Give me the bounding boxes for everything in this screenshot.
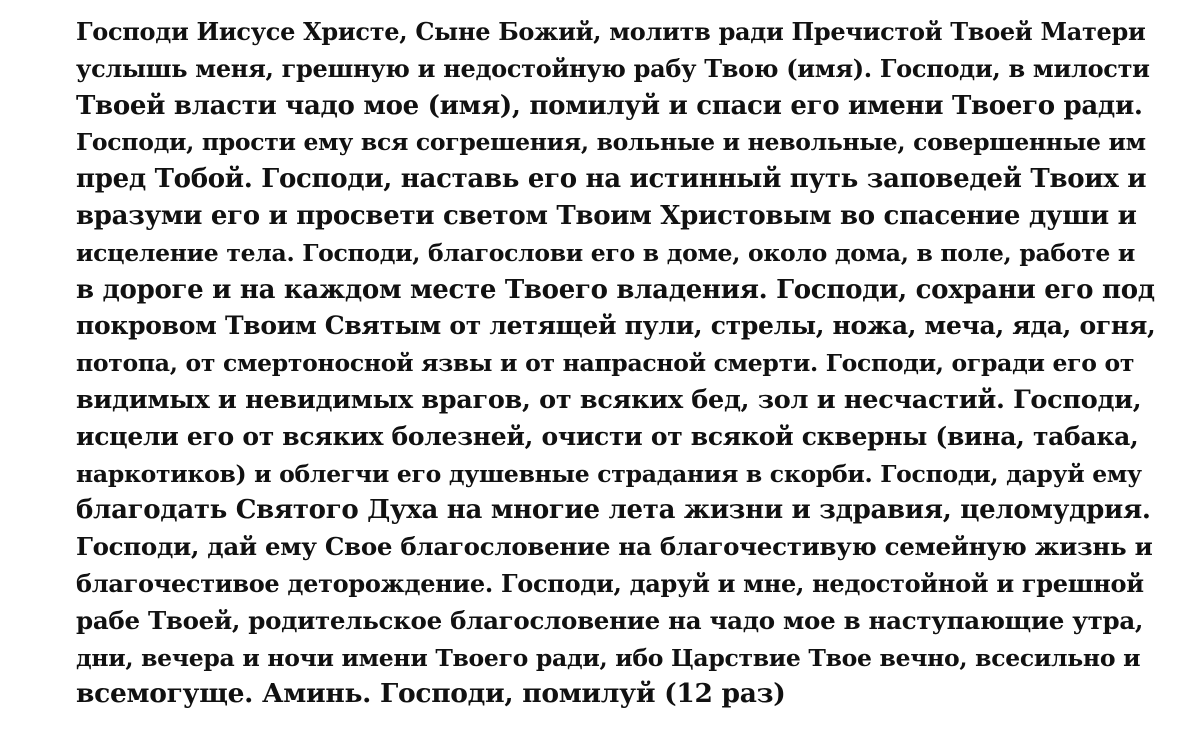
prayer-line: в дороге и на каждом месте Твоего владения. Господи, сохрани его под — [76, 274, 1155, 305]
prayer-line: Господи Иисусе Христе, Сыне Божий, молитв ради Пречистой Твоей Матери — [76, 17, 1146, 46]
prayer-line: пред Тобой. Господи, наставь его на истинный путь заповедей Твоих и — [76, 164, 1147, 195]
prayer-line: рабе Твоей, родительское благословение на чадо мое в наступающие утра, — [76, 605, 1144, 635]
prayer-line: вразуми его и просвети светом Твоим Христовым во спасение души и — [76, 200, 1137, 231]
prayer-line: исцели его от всяких болезней, очисти от всякой скверны (вина, табака, — [76, 421, 1139, 451]
prayer-line: дни, вечера и ночи имени Твоего ради, ибо Царствие Твое вечно, всесильно и — [76, 643, 1141, 672]
prayer-line: потопа, от смертоносной язвы и от напрасной смерти. Господи, огради его от — [76, 349, 1135, 378]
prayer-line: услышь меня, грешную и недостойную рабу Твою (имя). Господи, в милости — [76, 53, 1150, 83]
prayer-line: Твоей власти чадо мое (имя), помилуй и спаси его имени Твоего ради. — [76, 90, 1143, 121]
prayer-line: исцеление тела. Господи, благослови его в доме, около дома, в поле, работе и — [76, 238, 1136, 267]
prayer-line: благодать Святого Духа на многие лета жизни и здравия, целомудрия. — [76, 495, 1151, 526]
prayer-line: наркотиков) и облегчи его душевные страдания в скорби. Господи, даруй ему — [76, 459, 1142, 488]
prayer-line: покровом Твоим Святым от летящей пули, стрелы, ножа, меча, яда, огня, — [76, 311, 1156, 341]
prayer-line: благочестивое деторождение. Господи, даруй и мне, недостойной и грешной — [76, 568, 1144, 598]
prayer-line: видимых и невидимых врагов, от всяких бед, зол и несчастий. Господи, — [76, 384, 1142, 415]
prayer-line: всемогуще. Аминь. Господи, помилуй (12 раз) — [76, 678, 786, 710]
prayer-text — [76, 14, 1156, 713]
prayer-line: Господи, прости ему вся согрешения, вольные и невольные, совершенные им — [76, 128, 1146, 157]
prayer-line: Господи, дай ему Свое благословение на благочестивую семейную жизнь и — [76, 532, 1153, 562]
